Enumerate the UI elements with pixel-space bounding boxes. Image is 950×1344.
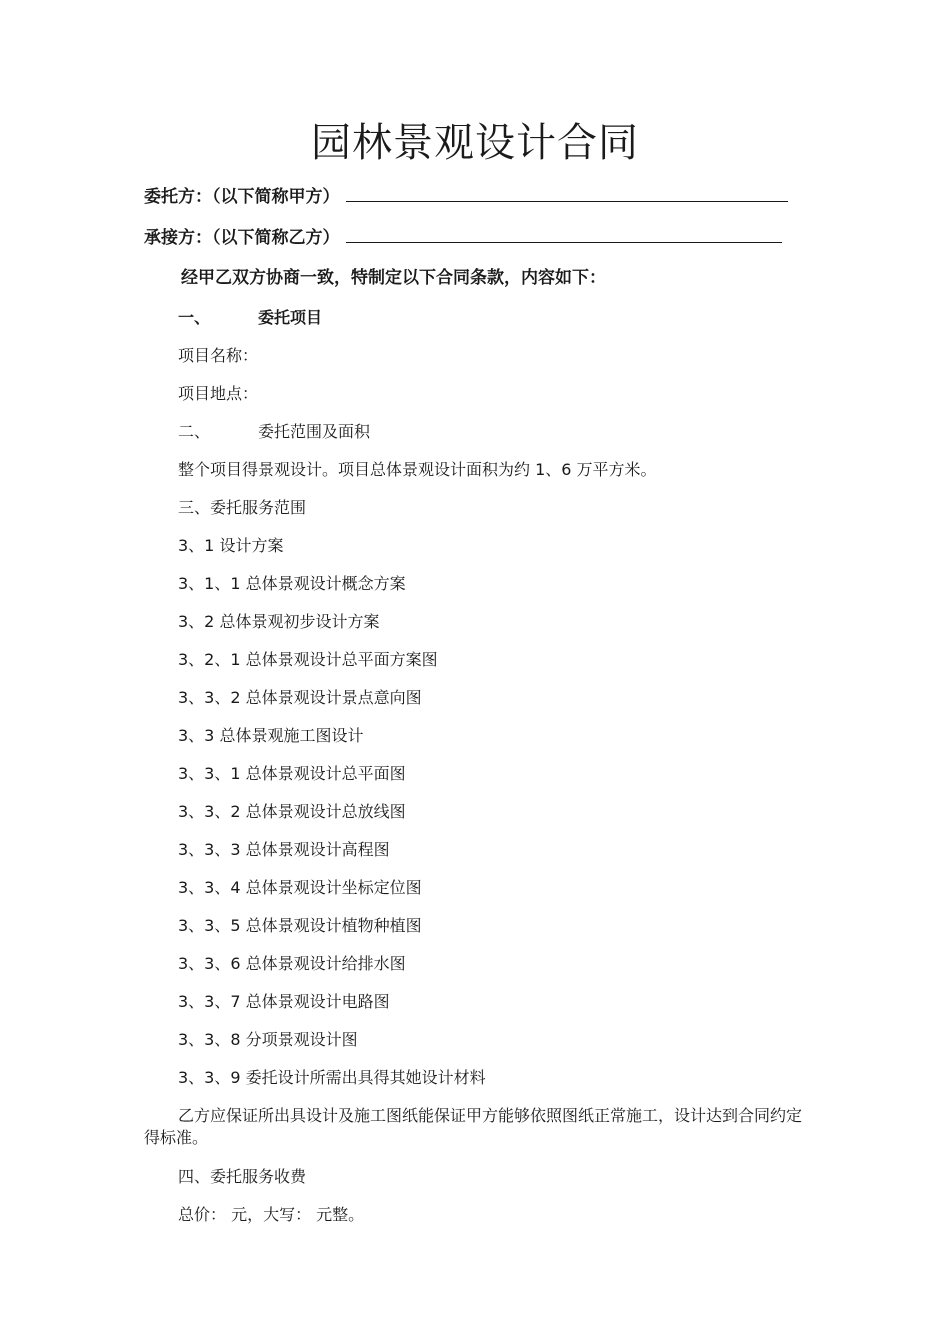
list-item: 3、3、1 总体景观设计总平面图 bbox=[178, 764, 406, 783]
list-item: 3、3、2 总体景观设计景点意向图 bbox=[178, 688, 422, 707]
party-b-line bbox=[144, 224, 782, 250]
section-1-title: 委托项目 bbox=[258, 308, 323, 327]
scope-text: 整个项目得景观设计。项目总体景观设计面积为约 1、6 万平方米。 bbox=[178, 460, 657, 479]
list-item: 3、2 总体景观初步设计方案 bbox=[178, 612, 380, 631]
section-1-heading bbox=[178, 307, 322, 329]
section-1-number: 一、 bbox=[178, 308, 211, 327]
party-a-label: 委托方：（以下简称甲方） bbox=[144, 187, 340, 207]
section-3-heading: 三、委托服务范围 bbox=[178, 498, 307, 517]
intro-text: 经甲乙双方协商一致，特制定以下合同条款，内容如下： bbox=[181, 268, 606, 288]
guarantee-paragraph: 乙方应保证所出具设计及施工图纸能保证甲方能够依照图纸正常施工，设计达到合同约定得标准。 bbox=[144, 1106, 803, 1147]
section-2-title: 委托范围及面积 bbox=[258, 422, 371, 441]
project-location-field: 项目地点： bbox=[178, 384, 259, 403]
list-item: 3、3、7 总体景观设计电路图 bbox=[178, 992, 390, 1011]
section-4-heading: 四、委托服务收费 bbox=[178, 1167, 307, 1186]
section-2-number: 二、 bbox=[178, 422, 211, 441]
list-item: 3、3、5 总体景观设计植物种植图 bbox=[178, 916, 422, 935]
list-item: 3、2、1 总体景观设计总平面方案图 bbox=[178, 650, 438, 669]
party-a-line bbox=[144, 183, 788, 209]
list-item: 3、3 总体景观施工图设计 bbox=[178, 726, 364, 745]
list-item: 3、3、2 总体景观设计总放线图 bbox=[178, 802, 406, 821]
list-item: 3、3、9 委托设计所需出具得其她设计材料 bbox=[178, 1068, 486, 1087]
section-2-heading bbox=[178, 421, 370, 443]
party-a-blank bbox=[346, 183, 788, 202]
project-name-field: 项目名称： bbox=[178, 346, 259, 365]
list-item: 3、3、3 总体景观设计高程图 bbox=[178, 840, 390, 859]
list-item: 3、1、1 总体景观设计概念方案 bbox=[178, 574, 406, 593]
list-item: 3、3、6 总体景观设计给排水图 bbox=[178, 954, 406, 973]
list-item: 3、3、4 总体景观设计坐标定位图 bbox=[178, 878, 422, 897]
party-b-blank bbox=[346, 224, 782, 243]
total-price-line: 总价： 元，大写： 元整。 bbox=[178, 1205, 365, 1224]
list-item: 3、1 设计方案 bbox=[178, 536, 284, 555]
list-item: 3、3、8 分项景观设计图 bbox=[178, 1030, 358, 1049]
party-b-label: 承接方：（以下简称乙方） bbox=[144, 228, 340, 248]
document-title: 园林景观设计合同 bbox=[311, 120, 639, 166]
